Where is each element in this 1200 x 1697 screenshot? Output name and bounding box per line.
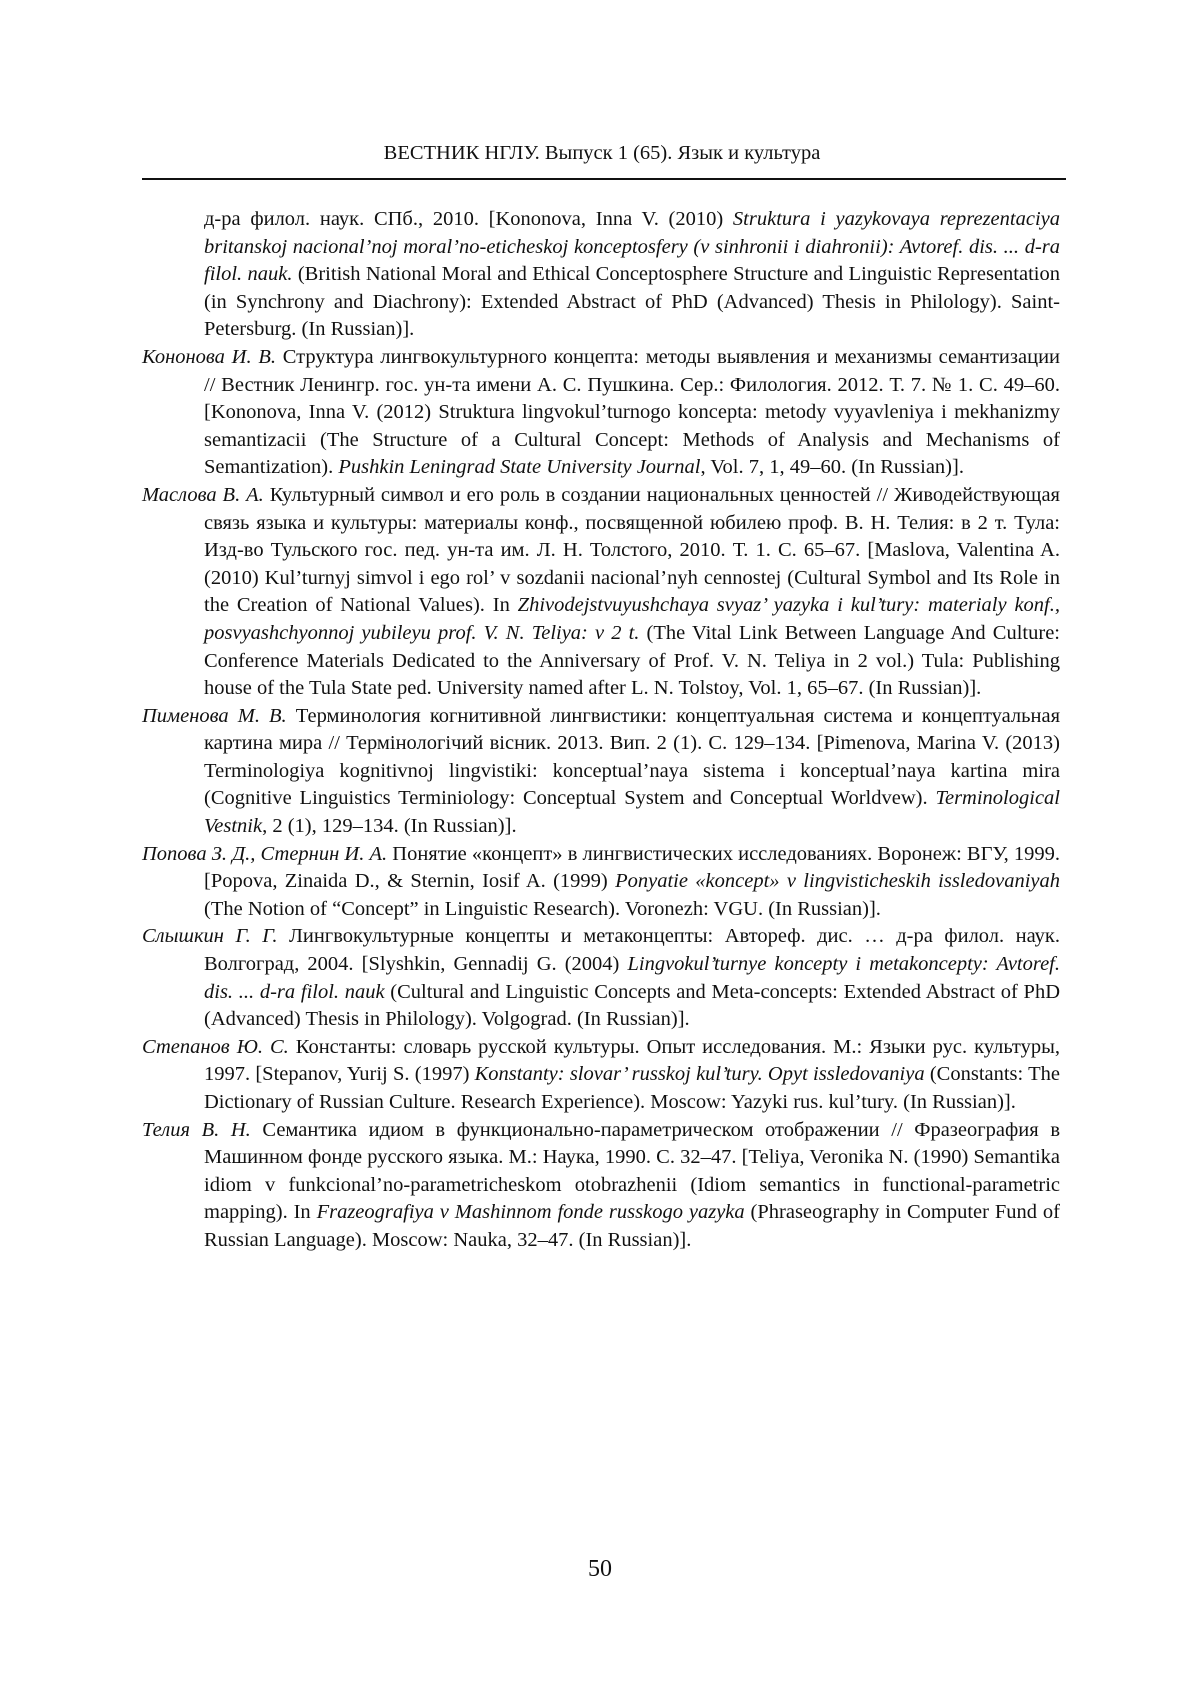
reference-text: , 2 (1), 129–134. (In Russian)].	[262, 815, 517, 838]
reference-author: Пименова М. В.	[142, 704, 287, 727]
reference-entry	[142, 703, 1060, 841]
reference-entry	[142, 923, 1060, 1033]
reference-entry	[142, 841, 1060, 924]
reference-text: (The Vital Link Between Language And Culture: Conference Materials Dedicated to the Anniversary of Prof. V. N. Teliya in 2 vol.) Tula: Publishing house of the Tula State ped. University named after L. N. Tolstoy, Vol. 1, 65–67. (In Russian)].	[204, 621, 1060, 700]
reference-title-italic: Frazeografiya v Mashinnom fonde russkogo yazyka	[316, 1201, 745, 1224]
reference-author: Кононова И. В.	[142, 345, 276, 368]
reference-entry	[142, 1117, 1060, 1255]
reference-author: Маслова В. А.	[142, 483, 264, 506]
running-header: ВЕСТНИК НГЛУ. Выпуск 1 (65). Язык и культура	[383, 142, 821, 164]
reference-title-italic: Ponyatie «koncept» v lingvisticheskih issledovaniyah	[615, 870, 1060, 893]
reference-title-italic: Konstanty: slovar’ russkoj kul’tury. Opyt issledovaniya	[474, 1063, 925, 1086]
reference-entry	[142, 344, 1060, 482]
page-number: 50	[588, 1556, 612, 1582]
reference-title-italic: Lingvokul’turnye koncepty i metakoncepty: Avtoref. dis. ... d-ra filol. nauk	[204, 953, 1061, 1003]
reference-text: Лингвокультурные концепты и метаконцепты: Автореф. дис. … д-ра филол. наук. Волгоград, 2004. [Slyshkin, Gennadij G. (2004)	[204, 925, 1060, 976]
reference-entry	[142, 482, 1060, 703]
reference-title-italic: Struktura i yazykovaya reprezentaciya britanskoj nacional’noj moral’no-eticheskoj konceptosfery (v sinhronii i diahronii): Avtoref. dis. ... d-ra filol. nauk.	[204, 208, 1060, 286]
reference-text: (Phraseography in Computer Fund of Russian Language). Moscow: Nauka, 32–47. (In Russian)].	[204, 1201, 1060, 1251]
reference-text: , Vol. 7, 1, 49–60. (In Russian)].	[700, 456, 964, 479]
reference-text: (British National Moral and Ethical Conceptosphere Structure and Linguistic Representation (in Synchrony and Diachrony): Extended Abstract of PhD (Advanced) Thesis in Philology). Saint-Petersburg. (In Russian)].	[204, 263, 1060, 341]
reference-title-italic: Pushkin Leningrad State University Journal	[338, 456, 701, 479]
reference-entry	[142, 206, 1060, 344]
reference-text: Культурный символ и его роль в создании национальных ценностей // Живодействующая связь языка и культуры: материалы конф., посвященной юбилею проф. В. Н. Телия: в 2 т. Тула: Изд-во Тульского гос. пед. ун-та им. Л. Н. Толстого, 2010. Т. 1. С. 65–67. [Maslova, Valentina A. (2010) Kul’turnyj simvol i ego rol’ v sozdanii nacional’nyh cennostej (Cultural Symbol and Its Role in the Creation of National Values). In	[204, 483, 1060, 617]
reference-title-italic: Terminological Vestnik	[204, 787, 1060, 838]
reference-text: Семантика идиом в функционально-параметрическом отображении // Фразеография в Машинном фонде русского языка. М.: Наука, 1990. С. 32–47. [Teliya, Veronika N. (1990) Semantika idiom v funkcional’no-parametricheskom otobrazhenii (Idiom semantics in functional-parametric mapping). In	[204, 1118, 1060, 1224]
reference-text: Константы: словарь русской культуры. Опыт исследования. М.: Языки рус. культуры, 1997. [Stepanov, Yurij S. (1997)	[204, 1035, 1060, 1086]
reference-text: Структура лингвокультурного концепта: методы выявления и механизмы семантизации // Вестник Ленингр. гос. ун-та имени А. С. Пушкина. Сер.: Филология. 2012. Т. 7. № 1. С. 49–60. [Kononova, Inna V. (2012) Struktura lingvokul’turnogo koncepta: metody vyyavleniya i mekhanizmy semantizacii (The Structure of a Cultural Concept: Methods of Analysis and Mechanisms of Semantization).	[204, 345, 1061, 479]
reference-text: (Cultural and Linguistic Concepts and Meta-concepts: Extended Abstract of PhD (Advanced) Thesis in Philology). Volgograd. (In Russian)].	[204, 980, 1060, 1031]
reference-title-italic: Zhivodejstvuyushchaya svyaz’ yazyka i kul’tury: materialy konf., posvyashchyonnoj yubileyu prof. V. N. Teliya: v 2 t.	[204, 594, 1060, 644]
reference-text: Терминология когнитивной лингвистики: концептуальная система и концептуальная картина мира // Термінологічий вісник. 2013. Вип. 2 (1). С. 129–134. [Pimenova, Marina V. (2013) Terminologiya kognitivnoj lingvistiki: konceptual’naya sistema i konceptual’naya kartina mira (Cognitive Linguistics Terminiology: Conceptual System and Conceptual Worldvew).	[204, 704, 1060, 810]
reference-text: (Constants: The Dictionary of Russian Culture. Research Experience). Moscow: Yazyki rus. kul’tury. (In Russian)].	[204, 1063, 1060, 1113]
reference-author: Попова З. Д., Стернин И. А.	[142, 842, 388, 865]
reference-author: Телия В. Н.	[142, 1118, 251, 1141]
reference-author: Слышкин Г. Г.	[142, 925, 278, 948]
reference-text: Понятие «концепт» в лингвистических исследованиях. Воронеж: ВГУ, 1999. [Popova, Zinaida D., & Sternin, Iosif A. (1999)	[204, 842, 1061, 893]
reference-entry	[142, 1034, 1060, 1117]
reference-author: Степанов Ю. С.	[142, 1035, 289, 1058]
reference-text: д-ра филол. наук. СПб., 2010. [Kononova, Inna V. (2010)	[204, 208, 733, 230]
reference-list	[142, 206, 1060, 1255]
header-rule	[142, 178, 1066, 180]
reference-text: (The Notion of “Concept” in Linguistic Research). Voronezh: VGU. (In Russian)].	[204, 897, 881, 920]
